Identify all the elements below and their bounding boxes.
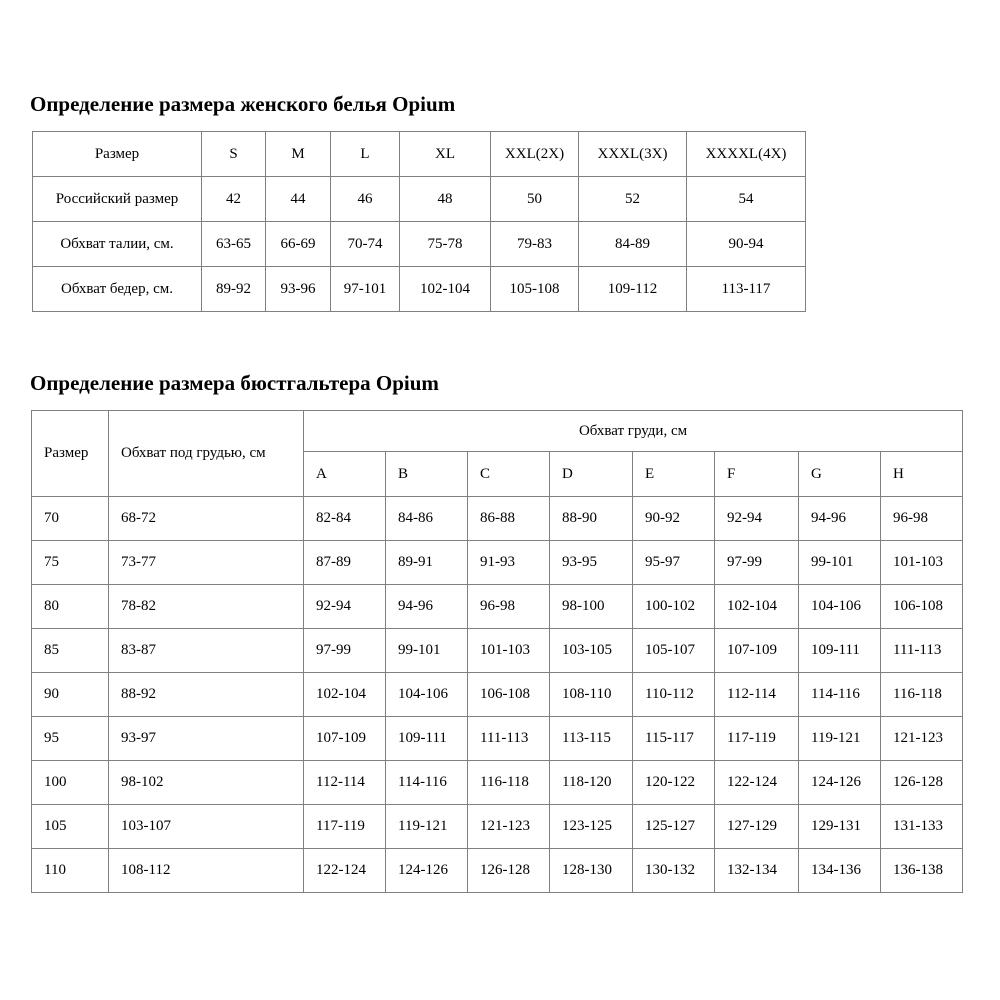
underwear-header-cell: XXXXL(4X) — [687, 132, 806, 177]
underwear-cell: 75-78 — [400, 222, 491, 267]
bra-underbust-cell: 98-102 — [109, 761, 304, 805]
bra-underbust-cell: 103-107 — [109, 805, 304, 849]
underwear-cell: 52 — [579, 177, 687, 222]
bra-cell: 125-127 — [633, 805, 715, 849]
underwear-header-cell: L — [331, 132, 400, 177]
underwear-row-label: Обхват бедер, см. — [33, 267, 202, 312]
bra-cell: 99-101 — [799, 541, 881, 585]
bra-header-row — [32, 411, 963, 452]
bra-cell: 94-96 — [386, 585, 468, 629]
bra-cell: 89-91 — [386, 541, 468, 585]
underwear-table-row — [33, 267, 806, 312]
bra-section-title: Определение размера бюстгальтера Opium — [30, 371, 439, 396]
underwear-header-cell: XXXL(3X) — [579, 132, 687, 177]
bra-cell: 113-115 — [550, 717, 633, 761]
bra-cell: 132-134 — [715, 849, 799, 893]
bra-table-row — [32, 585, 963, 629]
bra-table-row — [32, 761, 963, 805]
bra-cell: 130-132 — [633, 849, 715, 893]
bra-table-row — [32, 805, 963, 849]
underwear-cell: 97-101 — [331, 267, 400, 312]
cup-header-cell: D — [550, 452, 633, 497]
bra-cell: 116-118 — [468, 761, 550, 805]
bra-size-cell: 85 — [32, 629, 109, 673]
underwear-cell: 66-69 — [266, 222, 331, 267]
bra-size-cell: 90 — [32, 673, 109, 717]
bra-size-table — [31, 410, 963, 893]
bra-cell: 108-110 — [550, 673, 633, 717]
bra-cell: 102-104 — [715, 585, 799, 629]
bra-underbust-cell: 88-92 — [109, 673, 304, 717]
bra-cell: 87-89 — [304, 541, 386, 585]
bra-cell: 112-114 — [715, 673, 799, 717]
bra-size-cell: 95 — [32, 717, 109, 761]
underwear-header-cell: XXL(2X) — [491, 132, 579, 177]
bra-cell: 111-113 — [468, 717, 550, 761]
underwear-cell: 102-104 — [400, 267, 491, 312]
bra-cell: 131-133 — [881, 805, 963, 849]
underwear-cell: 50 — [491, 177, 579, 222]
underwear-header-cell: Размер — [33, 132, 202, 177]
underwear-table-row — [33, 177, 806, 222]
bra-cell: 92-94 — [715, 497, 799, 541]
bra-size-cell: 70 — [32, 497, 109, 541]
bra-cell: 111-113 — [881, 629, 963, 673]
bra-cell: 124-126 — [386, 849, 468, 893]
bra-cell: 117-119 — [715, 717, 799, 761]
bra-cell: 92-94 — [304, 585, 386, 629]
underwear-table-row — [33, 222, 806, 267]
bra-cell: 95-97 — [633, 541, 715, 585]
bra-cell: 100-102 — [633, 585, 715, 629]
bra-size-cell: 105 — [32, 805, 109, 849]
underwear-cell: 48 — [400, 177, 491, 222]
bra-table-row — [32, 849, 963, 893]
underwear-header-cell: M — [266, 132, 331, 177]
bra-cell: 122-124 — [715, 761, 799, 805]
bra-cell: 119-121 — [799, 717, 881, 761]
bra-table-row — [32, 673, 963, 717]
bra-cell: 115-117 — [633, 717, 715, 761]
bra-cell: 126-128 — [881, 761, 963, 805]
underwear-cell: 54 — [687, 177, 806, 222]
bra-underbust-cell: 73-77 — [109, 541, 304, 585]
cup-header-cell: A — [304, 452, 386, 497]
cup-header-cell: C — [468, 452, 550, 497]
bra-cell: 88-90 — [550, 497, 633, 541]
bra-underbust-cell: 68-72 — [109, 497, 304, 541]
bra-cell: 128-130 — [550, 849, 633, 893]
bra-cell: 114-116 — [386, 761, 468, 805]
underwear-header-cell: S — [202, 132, 266, 177]
bra-cell: 97-99 — [304, 629, 386, 673]
bra-cell: 136-138 — [881, 849, 963, 893]
bra-underbust-cell: 83-87 — [109, 629, 304, 673]
bra-cell: 101-103 — [468, 629, 550, 673]
underwear-cell: 105-108 — [491, 267, 579, 312]
bra-cell: 94-96 — [799, 497, 881, 541]
bra-size-cell: 110 — [32, 849, 109, 893]
bra-cell: 107-109 — [715, 629, 799, 673]
bra-cell: 117-119 — [304, 805, 386, 849]
bra-cell: 105-107 — [633, 629, 715, 673]
bra-cell: 123-125 — [550, 805, 633, 849]
underwear-cell: 79-83 — [491, 222, 579, 267]
bra-cell: 97-99 — [715, 541, 799, 585]
bra-bust-group-header-cell: Обхват груди, см — [304, 411, 963, 452]
bra-table-row — [32, 629, 963, 673]
underwear-cell: 46 — [331, 177, 400, 222]
bra-cell: 107-109 — [304, 717, 386, 761]
bra-cell: 99-101 — [386, 629, 468, 673]
underwear-cell: 42 — [202, 177, 266, 222]
bra-cell: 114-116 — [799, 673, 881, 717]
bra-cell: 126-128 — [468, 849, 550, 893]
bra-size-header-cell: Размер — [32, 411, 109, 497]
bra-cell: 104-106 — [386, 673, 468, 717]
underwear-cell: 113-117 — [687, 267, 806, 312]
bra-cell: 104-106 — [799, 585, 881, 629]
underwear-cell: 89-92 — [202, 267, 266, 312]
underwear-cell: 63-65 — [202, 222, 266, 267]
bra-cell: 96-98 — [468, 585, 550, 629]
bra-underbust-cell: 93-97 — [109, 717, 304, 761]
bra-cell: 124-126 — [799, 761, 881, 805]
bra-cell: 96-98 — [881, 497, 963, 541]
bra-cell: 121-123 — [881, 717, 963, 761]
bra-cell: 106-108 — [468, 673, 550, 717]
underwear-cell: 44 — [266, 177, 331, 222]
cup-header-cell: E — [633, 452, 715, 497]
bra-table-row — [32, 497, 963, 541]
underwear-cell: 109-112 — [579, 267, 687, 312]
underwear-size-table — [32, 131, 806, 312]
bra-cell: 84-86 — [386, 497, 468, 541]
underwear-header-row — [33, 132, 806, 177]
bra-cell: 120-122 — [633, 761, 715, 805]
underwear-cell: 70-74 — [331, 222, 400, 267]
bra-cell: 112-114 — [304, 761, 386, 805]
bra-cell: 91-93 — [468, 541, 550, 585]
bra-cell: 101-103 — [881, 541, 963, 585]
bra-cell: 122-124 — [304, 849, 386, 893]
bra-cell: 109-111 — [799, 629, 881, 673]
bra-cell: 86-88 — [468, 497, 550, 541]
bra-cell: 98-100 — [550, 585, 633, 629]
bra-cell: 118-120 — [550, 761, 633, 805]
bra-cell: 119-121 — [386, 805, 468, 849]
cup-header-cell: B — [386, 452, 468, 497]
bra-cell: 134-136 — [799, 849, 881, 893]
underwear-row-label: Российский размер — [33, 177, 202, 222]
bra-cell: 121-123 — [468, 805, 550, 849]
bra-cell: 90-92 — [633, 497, 715, 541]
bra-size-cell: 80 — [32, 585, 109, 629]
bra-cell: 93-95 — [550, 541, 633, 585]
bra-underbust-cell: 108-112 — [109, 849, 304, 893]
bra-underbust-header-cell: Обхват под грудью, см — [109, 411, 304, 497]
bra-cell: 102-104 — [304, 673, 386, 717]
bra-cell: 106-108 — [881, 585, 963, 629]
bra-cell: 110-112 — [633, 673, 715, 717]
underwear-row-label: Обхват талии, см. — [33, 222, 202, 267]
bra-size-cell: 100 — [32, 761, 109, 805]
bra-underbust-cell: 78-82 — [109, 585, 304, 629]
bra-cell: 109-111 — [386, 717, 468, 761]
cup-header-cell: G — [799, 452, 881, 497]
underwear-section-title: Определение размера женского белья Opium — [30, 92, 456, 117]
underwear-cell: 84-89 — [579, 222, 687, 267]
cup-header-cell: F — [715, 452, 799, 497]
bra-cell: 127-129 — [715, 805, 799, 849]
bra-cell: 103-105 — [550, 629, 633, 673]
bra-cell: 82-84 — [304, 497, 386, 541]
underwear-header-cell: XL — [400, 132, 491, 177]
underwear-cell: 93-96 — [266, 267, 331, 312]
bra-size-cell: 75 — [32, 541, 109, 585]
underwear-cell: 90-94 — [687, 222, 806, 267]
bra-table-row — [32, 541, 963, 585]
bra-cell: 129-131 — [799, 805, 881, 849]
cup-header-cell: H — [881, 452, 963, 497]
bra-cell: 116-118 — [881, 673, 963, 717]
bra-table-row — [32, 717, 963, 761]
